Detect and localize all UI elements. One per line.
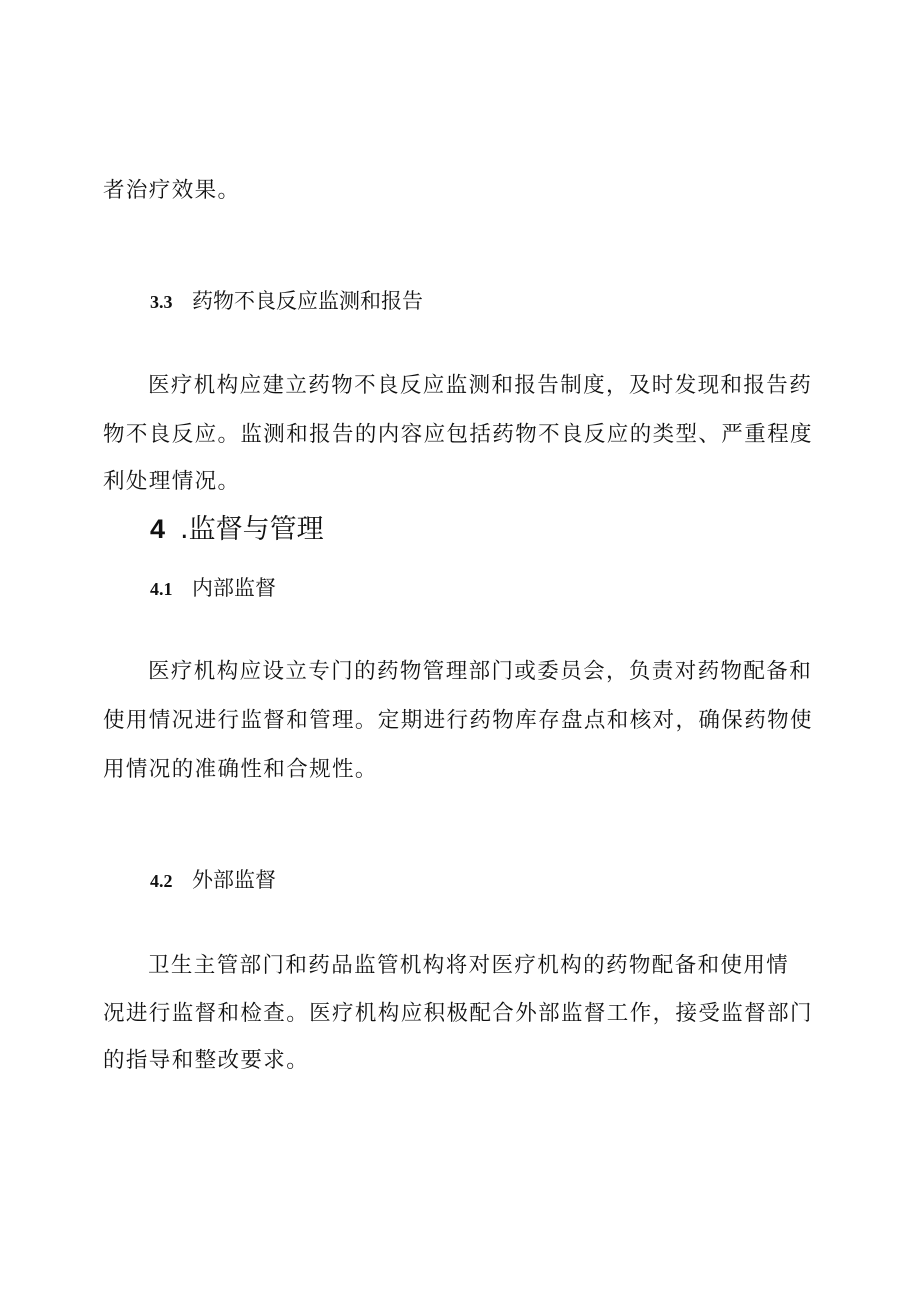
paragraph-line: 者治疗效果。 [103, 178, 241, 203]
section-title: 内部监督 [192, 576, 276, 600]
chapter-heading-4 [150, 511, 324, 548]
section-number: 3.3 [150, 292, 173, 312]
paragraph-line: 利处理情况。 [103, 469, 241, 494]
paragraph-line: 医疗机构应建立药物不良反应监测和报告制度，及时发现和报告药 [148, 373, 813, 398]
section-heading-3-3 [150, 286, 423, 317]
paragraph-line: 使用情况进行监督和管理。定期进行药物库存盘点和核对，确保药物使 [103, 708, 813, 733]
section-title: 药物不良反应监测和报告 [192, 289, 423, 313]
section-heading-4-1 [150, 573, 276, 604]
paragraph-line: 卫生主管部门和药品监管机构将对医疗机构的药物配备和使用情 [148, 953, 790, 978]
section-title: 外部监督 [192, 868, 276, 892]
paragraph-line: 物不良反应。监测和报告的内容应包括药物不良反应的类型、严重程度 [103, 422, 813, 447]
chapter-number: 4 [150, 514, 166, 544]
paragraph-line: 用情况的准确性和合规性。 [103, 757, 378, 782]
paragraph-line: 的指导和整改要求。 [103, 1048, 310, 1073]
section-number: 4.2 [150, 871, 173, 891]
section-number: 4.1 [150, 579, 173, 599]
paragraph-line: 况进行监督和检查。医疗机构应积极配合外部监督工作，接受监督部门 [103, 1001, 813, 1026]
paragraph-line: 医疗机构应设立专门的药物管理部门或委员会，负责对药物配备和 [148, 659, 813, 684]
section-heading-4-2 [150, 865, 276, 896]
chapter-title: .监督与管理 [180, 514, 324, 545]
